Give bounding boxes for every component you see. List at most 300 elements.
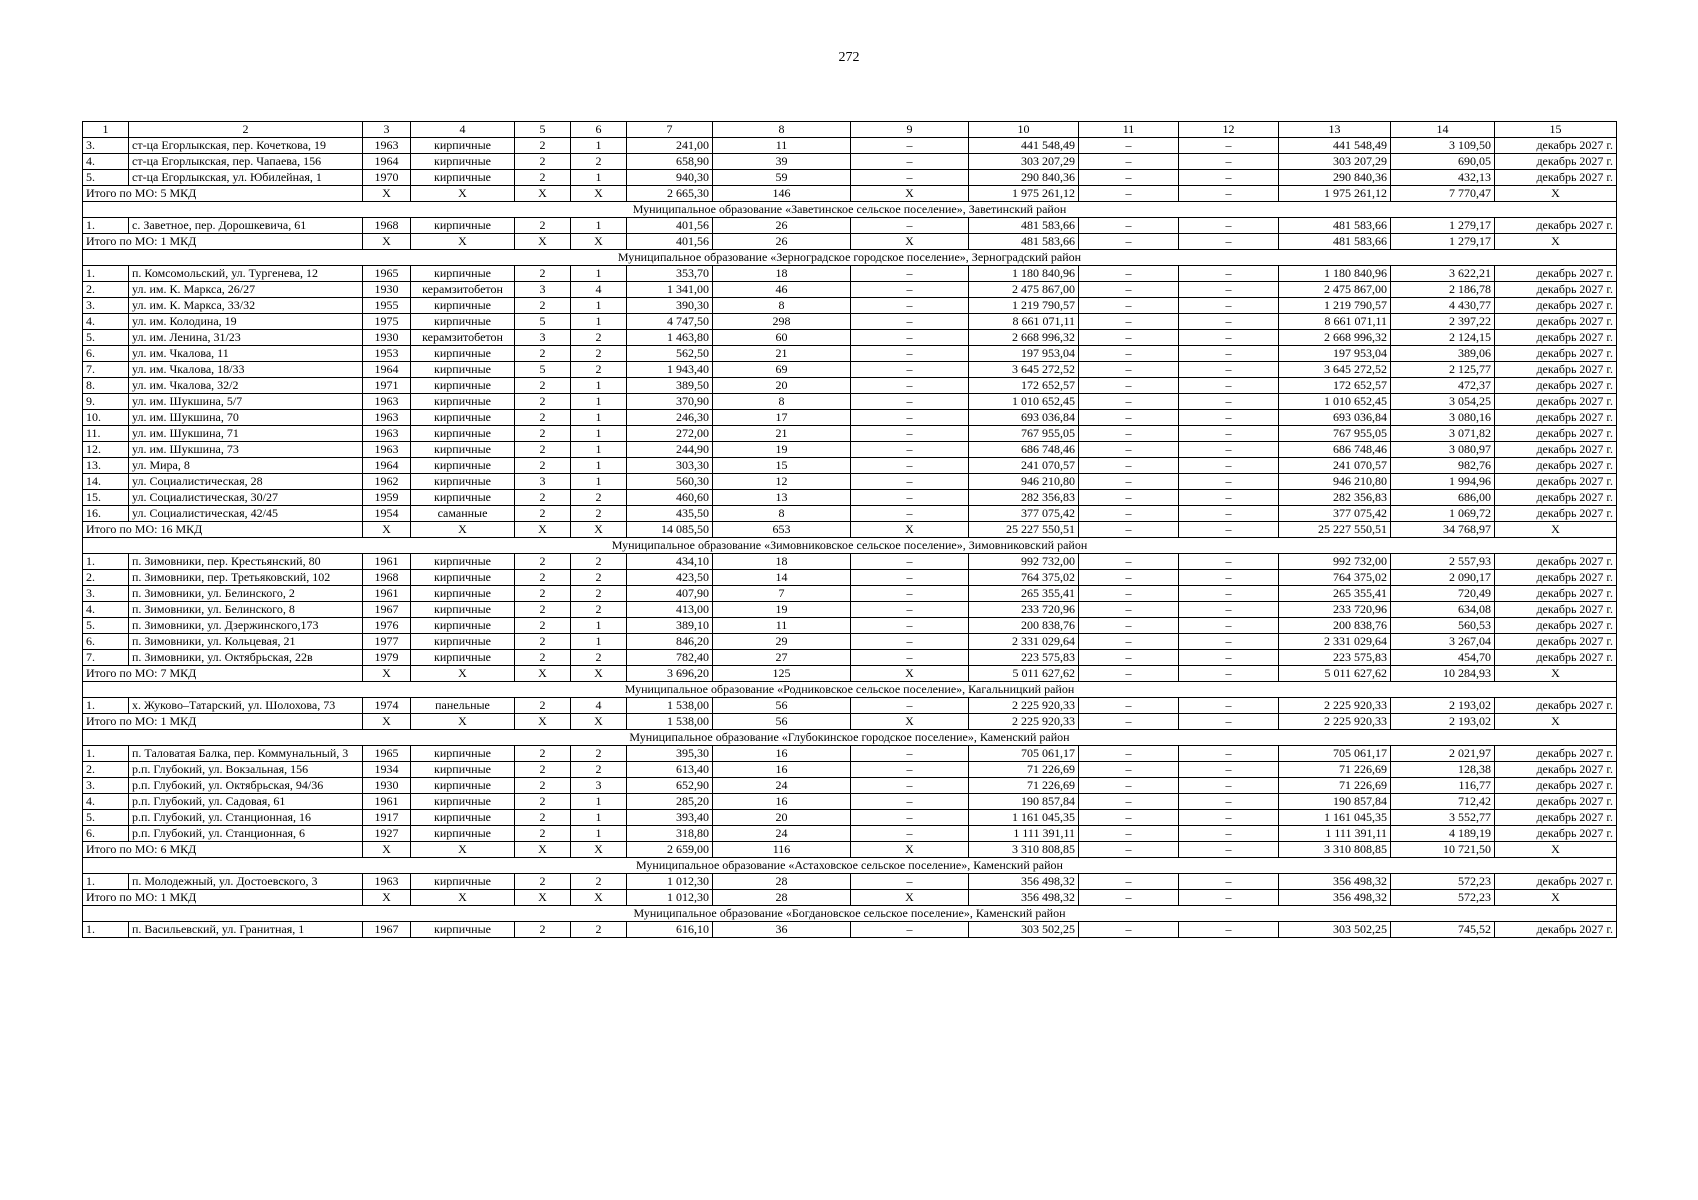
floors: 2 [515,634,571,650]
wall-material: кирпичные [411,618,515,634]
residents: 18 [713,266,851,282]
cost-per-m2: 2 021,97 [1391,746,1495,762]
build-year: 1974 [363,698,411,714]
row-number: 13. [83,458,129,474]
residents: 56 [713,698,851,714]
deadline: декабрь 2027 г. [1495,490,1617,506]
cost-total: 2 225 920,33 [969,698,1079,714]
x-mark: X [571,666,627,682]
col-9: – [851,922,969,938]
address: ул. им. Колодина, 19 [129,314,363,330]
column-header: 7 [627,122,713,138]
residents: 20 [713,378,851,394]
table-row [83,218,1617,234]
x-mark: X [851,522,969,538]
col-9: – [851,778,969,794]
deadline: декабрь 2027 г. [1495,778,1617,794]
wall-material: кирпичные [411,474,515,490]
total-residents: 56 [713,714,851,730]
entrances: 2 [571,570,627,586]
address: ул. им. Чкалова, 18/33 [129,362,363,378]
entrances: 1 [571,810,627,826]
row-number: 6. [83,634,129,650]
x-mark: X [411,714,515,730]
build-year: 1930 [363,330,411,346]
x-mark: X [515,842,571,858]
cost-13: 3 645 272,52 [1279,362,1391,378]
section-row [83,202,1617,218]
cost-per-m2: 560,53 [1391,618,1495,634]
build-year: 1927 [363,826,411,842]
wall-material: кирпичные [411,810,515,826]
entrances: 2 [571,554,627,570]
cost-13: 1 010 652,45 [1279,394,1391,410]
entrances: 1 [571,410,627,426]
address: х. Жуково–Татарский, ул. Шолохова, 73 [129,698,363,714]
row-number: 6. [83,346,129,362]
table-row [83,154,1617,170]
wall-material: кирпичные [411,394,515,410]
col-9: – [851,170,969,186]
area: 389,50 [627,378,713,394]
area: 658,90 [627,154,713,170]
x-mark: X [363,842,411,858]
floors: 2 [515,218,571,234]
cost-13: 377 075,42 [1279,506,1391,522]
table-row [83,810,1617,826]
col-12: – [1179,586,1279,602]
deadline: декабрь 2027 г. [1495,506,1617,522]
address: п. Васильевский, ул. Гранитная, 1 [129,922,363,938]
row-number: 5. [83,618,129,634]
cost-per-m2: 720,49 [1391,586,1495,602]
col-12: – [1179,506,1279,522]
floors: 2 [515,650,571,666]
cost-total: 282 356,83 [969,490,1079,506]
cost-total: 172 652,57 [969,378,1079,394]
col-11: – [1079,714,1179,730]
wall-material: кирпичные [411,298,515,314]
cost-per-m2: 2 186,78 [1391,282,1495,298]
address: р.п. Глубокий, ул. Садовая, 61 [129,794,363,810]
wall-material: кирпичные [411,314,515,330]
residents: 16 [713,746,851,762]
entrances: 1 [571,298,627,314]
col-11: – [1079,522,1179,538]
cost-per-m2: 3 054,25 [1391,394,1495,410]
row-number: 11. [83,426,129,442]
cost-per-m2: 712,42 [1391,794,1495,810]
deadline: декабрь 2027 г. [1495,554,1617,570]
row-number: 12. [83,442,129,458]
table-row [83,634,1617,650]
floors: 3 [515,474,571,490]
build-year: 1967 [363,602,411,618]
cost-per-m2: 745,52 [1391,922,1495,938]
entrances: 2 [571,330,627,346]
table-row [83,922,1617,938]
area: 423,50 [627,570,713,586]
deadline: декабрь 2027 г. [1495,922,1617,938]
cost-total: 1 111 391,11 [969,826,1079,842]
residents: 21 [713,426,851,442]
col-12: – [1179,362,1279,378]
residents: 27 [713,650,851,666]
residents: 28 [713,874,851,890]
cost-total: 3 645 272,52 [969,362,1079,378]
col-12: – [1179,826,1279,842]
cost-per-m2: 2 397,22 [1391,314,1495,330]
build-year: 1963 [363,394,411,410]
x-mark: X [1495,714,1617,730]
address: ул. им. К. Маркса, 26/27 [129,282,363,298]
column-number-row [83,122,1617,138]
area: 241,00 [627,138,713,154]
residents: 59 [713,170,851,186]
build-year: 1961 [363,586,411,602]
total-residents: 116 [713,842,851,858]
area: 4 747,50 [627,314,713,330]
cost-per-m2: 4 189,19 [1391,826,1495,842]
deadline: декабрь 2027 г. [1495,298,1617,314]
area: 370,90 [627,394,713,410]
col-9: – [851,746,969,762]
residents: 11 [713,618,851,634]
area: 285,20 [627,794,713,810]
col-9: – [851,362,969,378]
col-9: – [851,762,969,778]
floors: 2 [515,490,571,506]
cost-total: 764 375,02 [969,570,1079,586]
col-12: – [1179,138,1279,154]
residents: 19 [713,602,851,618]
floors: 2 [515,426,571,442]
col-12: – [1179,570,1279,586]
deadline: декабрь 2027 г. [1495,378,1617,394]
address: ул. им. К. Маркса, 33/32 [129,298,363,314]
residents: 29 [713,634,851,650]
cost-per-m2: 686,00 [1391,490,1495,506]
cost-13: 356 498,32 [1279,874,1391,890]
entrances: 2 [571,602,627,618]
total-area: 2 659,00 [627,842,713,858]
col-9: – [851,266,969,282]
cost-13: 233 720,96 [1279,602,1391,618]
row-number: 5. [83,810,129,826]
entrances: 1 [571,618,627,634]
cost-per-m2: 1 279,17 [1391,218,1495,234]
area: 1 538,00 [627,698,713,714]
column-header: 9 [851,122,969,138]
section-row [83,906,1617,922]
total-cost-13: 1 975 261,12 [1279,186,1391,202]
wall-material: кирпичные [411,154,515,170]
col-12: – [1179,810,1279,826]
area: 613,40 [627,762,713,778]
total-residents: 28 [713,890,851,906]
entrances: 1 [571,170,627,186]
cost-13: 1 219 790,57 [1279,298,1391,314]
residents: 16 [713,762,851,778]
floors: 2 [515,618,571,634]
deadline: декабрь 2027 г. [1495,138,1617,154]
col-12: – [1179,618,1279,634]
table-row [83,170,1617,186]
table-row [83,762,1617,778]
floors: 3 [515,282,571,298]
x-mark: X [363,666,411,682]
area: 318,80 [627,826,713,842]
total-area: 401,56 [627,234,713,250]
col-11: – [1079,890,1179,906]
total-row [83,890,1617,906]
x-mark: X [1495,842,1617,858]
total-cost: 1 975 261,12 [969,186,1079,202]
floors: 2 [515,170,571,186]
cost-per-m2: 3 109,50 [1391,138,1495,154]
area: 460,60 [627,490,713,506]
column-header: 15 [1495,122,1617,138]
col-12: – [1179,442,1279,458]
cost-total: 233 720,96 [969,602,1079,618]
col-11: – [1079,810,1179,826]
total-label: Итого по МО: 1 МКД [83,714,363,730]
row-number: 7. [83,362,129,378]
cost-per-m2: 3 080,16 [1391,410,1495,426]
wall-material: кирпичные [411,794,515,810]
col-11: – [1079,666,1179,682]
row-number: 1. [83,218,129,234]
address: ул. им. Шукшина, 71 [129,426,363,442]
cost-total: 200 838,76 [969,618,1079,634]
build-year: 1968 [363,570,411,586]
table-row [83,554,1617,570]
residents: 19 [713,442,851,458]
residents: 14 [713,570,851,586]
residents: 46 [713,282,851,298]
table-row [83,410,1617,426]
col-11: – [1079,570,1179,586]
entrances: 3 [571,778,627,794]
address: ст-ца Егорлыкская, ул. Юбилейная, 1 [129,170,363,186]
build-year: 1953 [363,346,411,362]
wall-material: кирпичные [411,218,515,234]
floors: 2 [515,746,571,762]
cost-per-m2: 3 071,82 [1391,426,1495,442]
x-mark: X [411,522,515,538]
total-residents: 26 [713,234,851,250]
cost-total: 2 668 996,32 [969,330,1079,346]
address: ул. им. Ленина, 31/23 [129,330,363,346]
deadline: декабрь 2027 г. [1495,586,1617,602]
entrances: 1 [571,794,627,810]
col-11: – [1079,826,1179,842]
build-year: 1968 [363,218,411,234]
address: ул. Мира, 8 [129,458,363,474]
deadline: декабрь 2027 г. [1495,330,1617,346]
col-9: – [851,826,969,842]
wall-material: кирпичные [411,266,515,282]
column-header: 1 [83,122,129,138]
col-12: – [1179,186,1279,202]
table-row [83,330,1617,346]
floors: 2 [515,346,571,362]
cost-per-m2: 690,05 [1391,154,1495,170]
wall-material: кирпичные [411,922,515,938]
wall-material: кирпичные [411,602,515,618]
wall-material: кирпичные [411,826,515,842]
cost-total: 197 953,04 [969,346,1079,362]
col-12: – [1179,890,1279,906]
cost-13: 481 583,66 [1279,218,1391,234]
floors: 2 [515,266,571,282]
cost-total: 686 748,46 [969,442,1079,458]
x-mark: X [363,890,411,906]
col-11: – [1079,842,1179,858]
deadline: декабрь 2027 г. [1495,458,1617,474]
cost-13: 705 061,17 [1279,746,1391,762]
deadline: декабрь 2027 г. [1495,650,1617,666]
floors: 2 [515,410,571,426]
table-row [83,746,1617,762]
deadline: декабрь 2027 г. [1495,874,1617,890]
floors: 2 [515,378,571,394]
address: р.п. Глубокий, ул. Станционная, 16 [129,810,363,826]
cost-total: 190 857,84 [969,794,1079,810]
cost-13: 190 857,84 [1279,794,1391,810]
wall-material: кирпичные [411,442,515,458]
cost-total: 290 840,36 [969,170,1079,186]
col-11: – [1079,602,1179,618]
wall-material: кирпичные [411,458,515,474]
cost-total: 303 502,25 [969,922,1079,938]
col-9: – [851,378,969,394]
col-9: – [851,554,969,570]
cost-total: 992 732,00 [969,554,1079,570]
address: п. Комсомольский, ул. Тургенева, 12 [129,266,363,282]
build-year: 1963 [363,410,411,426]
floors: 2 [515,586,571,602]
area: 246,30 [627,410,713,426]
cost-13: 303 207,29 [1279,154,1391,170]
col-12: – [1179,394,1279,410]
section-title: Муниципальное образование «Родниковское сельское поселение», Кагальницкий район [83,682,1617,698]
x-mark: X [515,234,571,250]
cost-total: 356 498,32 [969,874,1079,890]
total-cost-13: 2 225 920,33 [1279,714,1391,730]
total-cost-13: 5 011 627,62 [1279,666,1391,682]
cost-13: 2 331 029,64 [1279,634,1391,650]
x-mark: X [851,714,969,730]
housing-repair-table [82,121,1617,938]
floors: 5 [515,314,571,330]
table-row [83,602,1617,618]
floors: 2 [515,154,571,170]
cost-13: 290 840,36 [1279,170,1391,186]
cost-total: 71 226,69 [969,762,1079,778]
row-number: 14. [83,474,129,490]
col-12: – [1179,794,1279,810]
x-mark: X [363,186,411,202]
wall-material: кирпичные [411,362,515,378]
cost-per-m2: 116,77 [1391,778,1495,794]
col-11: – [1079,138,1179,154]
total-cost-13: 356 498,32 [1279,890,1391,906]
cost-13: 764 375,02 [1279,570,1391,586]
x-mark: X [363,234,411,250]
cost-per-m2: 472,37 [1391,378,1495,394]
total-cost: 481 583,66 [969,234,1079,250]
build-year: 1930 [363,778,411,794]
residents: 26 [713,218,851,234]
deadline: декабрь 2027 г. [1495,618,1617,634]
col-9: – [851,394,969,410]
cost-13: 767 955,05 [1279,426,1391,442]
total-label: Итого по МО: 6 МКД [83,842,363,858]
deadline: декабрь 2027 г. [1495,426,1617,442]
section-title: Муниципальное образование «Астаховское сельское поселение», Каменский район [83,858,1617,874]
wall-material: кирпичные [411,554,515,570]
address: ст-ца Егорлыкская, пер. Кочеткова, 19 [129,138,363,154]
row-number: 5. [83,170,129,186]
address: ул. им. Шукшина, 5/7 [129,394,363,410]
deadline: декабрь 2027 г. [1495,170,1617,186]
table-row [83,314,1617,330]
col-12: – [1179,330,1279,346]
address: ул. им. Шукшина, 73 [129,442,363,458]
row-number: 4. [83,314,129,330]
cost-total: 767 955,05 [969,426,1079,442]
area: 407,90 [627,586,713,602]
total-residents: 653 [713,522,851,538]
section-row [83,730,1617,746]
col-12: – [1179,490,1279,506]
x-mark: X [571,890,627,906]
cost-total: 71 226,69 [969,778,1079,794]
col-9: – [851,314,969,330]
deadline: декабрь 2027 г. [1495,346,1617,362]
cost-per-m2: 1 069,72 [1391,506,1495,522]
col-12: – [1179,554,1279,570]
address: ул. им. Чкалова, 32/2 [129,378,363,394]
deadline: декабрь 2027 г. [1495,602,1617,618]
address: п. Зимовники, пер. Крестьянский, 80 [129,554,363,570]
table-row [83,378,1617,394]
floors: 2 [515,602,571,618]
entrances: 2 [571,762,627,778]
entrances: 1 [571,634,627,650]
floors: 2 [515,874,571,890]
cost-13: 686 748,46 [1279,442,1391,458]
col-12: – [1179,282,1279,298]
total-cost: 3 310 808,85 [969,842,1079,858]
col-11: – [1079,442,1179,458]
col-12: – [1179,410,1279,426]
row-number: 1. [83,554,129,570]
build-year: 1955 [363,298,411,314]
total-area: 1 012,30 [627,890,713,906]
entrances: 2 [571,874,627,890]
col-12: – [1179,170,1279,186]
address: ул. им. Чкалова, 11 [129,346,363,362]
deadline: декабрь 2027 г. [1495,394,1617,410]
deadline: декабрь 2027 г. [1495,794,1617,810]
col-9: – [851,426,969,442]
build-year: 1934 [363,762,411,778]
col-12: – [1179,234,1279,250]
build-year: 1977 [363,634,411,650]
residents: 12 [713,474,851,490]
